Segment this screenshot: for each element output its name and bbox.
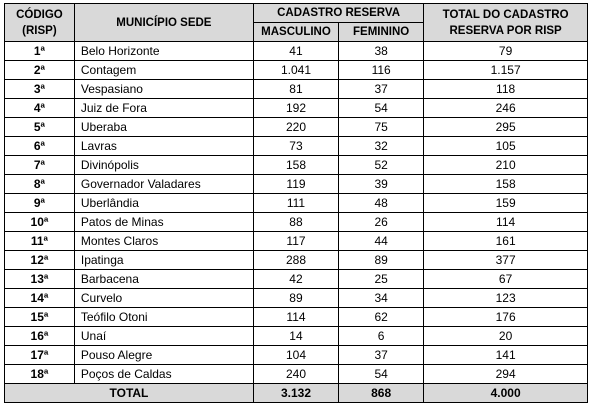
total-geral: 4.000 <box>424 384 588 403</box>
row-code: 7ª <box>5 156 75 175</box>
row-code: 15ª <box>5 308 75 327</box>
row-code: 9ª <box>5 194 75 213</box>
row-feminino: 116 <box>339 61 424 80</box>
table-row <box>5 308 588 327</box>
header-feminino: FEMININO <box>339 23 424 42</box>
header-total-line1: TOTAL DO CADASTRO <box>442 8 569 21</box>
header-codigo-sub: (RISP) <box>22 24 57 37</box>
table-row <box>5 346 588 365</box>
row-feminino: 44 <box>339 232 424 251</box>
header-masculino: MASCULINO <box>253 23 338 42</box>
table-body <box>5 42 588 384</box>
row-masculino: 111 <box>253 194 338 213</box>
row-municipio: Uberlândia <box>74 194 253 213</box>
row-code: 12ª <box>5 251 75 270</box>
header-codigo-label: CÓDIGO <box>16 8 63 21</box>
row-total: 67 <box>424 270 588 289</box>
header-total-line2: RESERVA POR RISP <box>449 24 562 37</box>
table-row <box>5 213 588 232</box>
row-feminino: 48 <box>339 194 424 213</box>
row-municipio: Curvelo <box>74 289 253 308</box>
header-municipio: MUNICÍPIO SEDE <box>74 4 253 42</box>
cadastro-reserva-table <box>4 3 588 403</box>
row-code: 1ª <box>5 42 75 61</box>
row-masculino: 158 <box>253 156 338 175</box>
row-code: 11ª <box>5 232 75 251</box>
table-row <box>5 251 588 270</box>
row-code: 13ª <box>5 270 75 289</box>
table-row <box>5 42 588 61</box>
row-total: 158 <box>424 175 588 194</box>
row-masculino: 119 <box>253 175 338 194</box>
row-feminino: 39 <box>339 175 424 194</box>
table-row <box>5 156 588 175</box>
row-total: 118 <box>424 80 588 99</box>
row-municipio: Montes Claros <box>74 232 253 251</box>
row-total: 176 <box>424 308 588 327</box>
row-masculino: 81 <box>253 80 338 99</box>
table-row <box>5 232 588 251</box>
row-feminino: 37 <box>339 80 424 99</box>
total-masculino: 3.132 <box>253 384 338 403</box>
row-masculino: 220 <box>253 118 338 137</box>
row-feminino: 32 <box>339 137 424 156</box>
table-row <box>5 61 588 80</box>
row-municipio: Governador Valadares <box>74 175 253 194</box>
table-container <box>4 3 588 403</box>
row-total: 295 <box>424 118 588 137</box>
row-feminino: 26 <box>339 213 424 232</box>
row-masculino: 88 <box>253 213 338 232</box>
row-municipio: Lavras <box>74 137 253 156</box>
row-masculino: 114 <box>253 308 338 327</box>
row-masculino: 117 <box>253 232 338 251</box>
row-municipio: Uberaba <box>74 118 253 137</box>
row-masculino: 42 <box>253 270 338 289</box>
row-total: 141 <box>424 346 588 365</box>
row-masculino: 89 <box>253 289 338 308</box>
row-code: 4ª <box>5 99 75 118</box>
table-row <box>5 194 588 213</box>
row-feminino: 75 <box>339 118 424 137</box>
row-masculino: 14 <box>253 327 338 346</box>
row-code: 6ª <box>5 137 75 156</box>
row-municipio: Vespasiano <box>74 80 253 99</box>
row-masculino: 73 <box>253 137 338 156</box>
row-total: 159 <box>424 194 588 213</box>
total-feminino: 868 <box>339 384 424 403</box>
row-total: 210 <box>424 156 588 175</box>
row-code: 14ª <box>5 289 75 308</box>
row-municipio: Teófilo Otoni <box>74 308 253 327</box>
table-row <box>5 137 588 156</box>
row-code: 18ª <box>5 365 75 384</box>
row-total: 246 <box>424 99 588 118</box>
table-row <box>5 118 588 137</box>
row-municipio: Barbacena <box>74 270 253 289</box>
table-row <box>5 289 588 308</box>
row-feminino: 6 <box>339 327 424 346</box>
table-row <box>5 175 588 194</box>
header-codigo <box>5 4 75 42</box>
table-row <box>5 327 588 346</box>
total-label: TOTAL <box>5 384 254 403</box>
row-code: 8ª <box>5 175 75 194</box>
header-cadastro-reserva: CADASTRO RESERVA <box>253 4 423 23</box>
row-masculino: 1.041 <box>253 61 338 80</box>
row-total: 20 <box>424 327 588 346</box>
row-municipio: Divinópolis <box>74 156 253 175</box>
row-municipio: Ipatinga <box>74 251 253 270</box>
row-feminino: 54 <box>339 99 424 118</box>
row-feminino: 54 <box>339 365 424 384</box>
table-row <box>5 365 588 384</box>
row-feminino: 25 <box>339 270 424 289</box>
row-masculino: 41 <box>253 42 338 61</box>
row-code: 3ª <box>5 80 75 99</box>
row-code: 2ª <box>5 61 75 80</box>
row-feminino: 37 <box>339 346 424 365</box>
row-total: 79 <box>424 42 588 61</box>
row-masculino: 104 <box>253 346 338 365</box>
row-feminino: 38 <box>339 42 424 61</box>
table-row <box>5 270 588 289</box>
row-municipio: Contagem <box>74 61 253 80</box>
row-total: 161 <box>424 232 588 251</box>
table-row <box>5 99 588 118</box>
row-total: 1.157 <box>424 61 588 80</box>
row-municipio: Patos de Minas <box>74 213 253 232</box>
row-masculino: 192 <box>253 99 338 118</box>
row-code: 5ª <box>5 118 75 137</box>
row-total: 294 <box>424 365 588 384</box>
row-feminino: 89 <box>339 251 424 270</box>
row-total: 377 <box>424 251 588 270</box>
row-municipio: Unaí <box>74 327 253 346</box>
row-total: 123 <box>424 289 588 308</box>
row-total: 114 <box>424 213 588 232</box>
row-total: 105 <box>424 137 588 156</box>
row-code: 16ª <box>5 327 75 346</box>
total-row <box>5 384 588 403</box>
row-municipio: Belo Horizonte <box>74 42 253 61</box>
row-municipio: Juiz de Fora <box>74 99 253 118</box>
row-code: 10ª <box>5 213 75 232</box>
row-code: 17ª <box>5 346 75 365</box>
row-feminino: 62 <box>339 308 424 327</box>
row-masculino: 240 <box>253 365 338 384</box>
row-feminino: 52 <box>339 156 424 175</box>
table-row <box>5 80 588 99</box>
row-municipio: Pouso Alegre <box>74 346 253 365</box>
row-municipio: Poços de Caldas <box>74 365 253 384</box>
row-feminino: 34 <box>339 289 424 308</box>
row-masculino: 288 <box>253 251 338 270</box>
header-total <box>424 4 588 42</box>
